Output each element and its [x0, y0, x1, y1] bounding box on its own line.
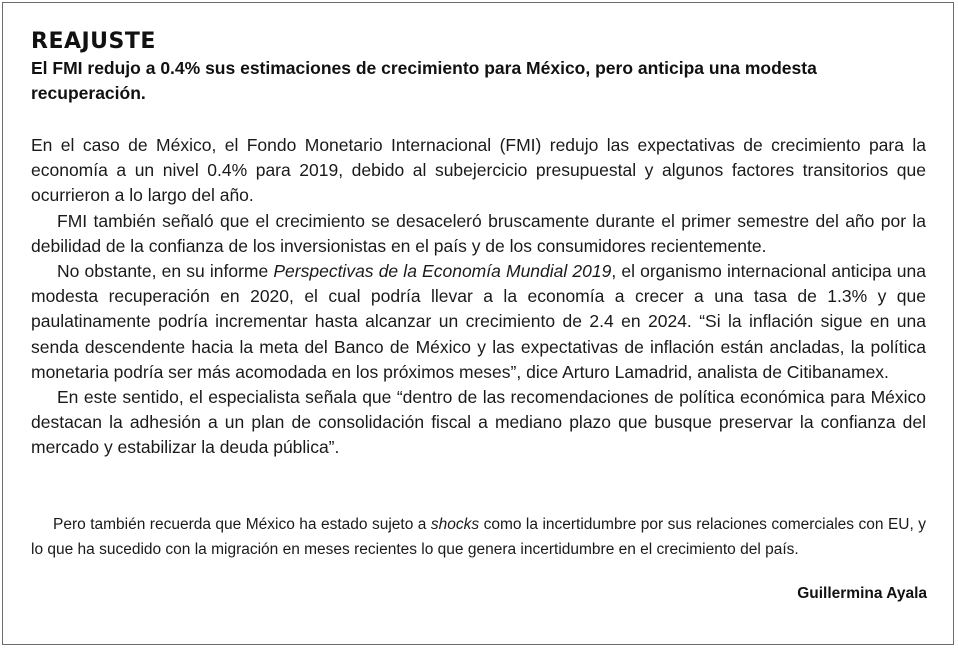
report-title: Perspectivas de la Economía Mundial 2019	[273, 261, 612, 282]
paragraph-1: En el caso de México, el Fondo Monetario Internacional (FMI) redujo las expectativas de crecimiento para la economía a un nivel 0.4% para 2019, debido al subejercicio presupuestal y algunos factores transitorios que ocurrieron a lo largo del año.	[31, 135, 926, 206]
article-body	[31, 133, 926, 461]
paragraph-5-rest: como la incertidumbre por sus relaciones comerciales con EU, y lo que ha sucedido con la migración en meses recientes lo que genera incertidumbre en el crecimiento del país.	[31, 516, 926, 558]
article-title: REAJUSTE	[31, 29, 156, 54]
shocks-emphasis: shocks	[430, 516, 480, 533]
paragraph-4: En este sentido, el especialista señala que “dentro de las recomendaciones de política económica para México destacan la adhesión a un plan de consolidación fiscal a mediano plazo que busque preservar la confianza del mercado y estabilizar la deuda pública”.	[31, 387, 926, 458]
paragraph-2: FMI también señaló que el crecimiento se desaceleró bruscamente durante el primer semestre del año por la debilidad de la confianza de los inversionistas en el país y de los consumidores recientemente.	[31, 210, 926, 256]
paragraph-5	[31, 512, 926, 562]
paragraph-3-lead: No obstante, en su informe	[57, 261, 274, 282]
paragraph-5-lead: Pero también recuerda que México ha estado sujeto a	[53, 516, 431, 533]
article-subtitle: El FMI redujo a 0.4% sus estimaciones de crecimiento para México, pero anticipa una modesta recuperación.	[31, 58, 817, 103]
author-byline: Guillermina Ayala	[797, 585, 927, 602]
article-closing	[31, 512, 926, 562]
paragraph-3	[31, 259, 926, 385]
paragraph-3-rest: , el organismo internacional anticipa una modesta recuperación en 2020, el cual podría llevar a la economía a crecer a una tasa de 1.3% y que paulatinamente podría incrementar hasta alcanzar un crecimiento de 2.4 en 2024. “Si la inflación sigue en una senda descendente hacia la meta del Banco de México y las expectativas de inflación están ancladas, la política monetaria podría ser más acomodada en los próximos meses”, dice Arturo Lamadrid, analista de Citibanamex.	[31, 261, 926, 382]
